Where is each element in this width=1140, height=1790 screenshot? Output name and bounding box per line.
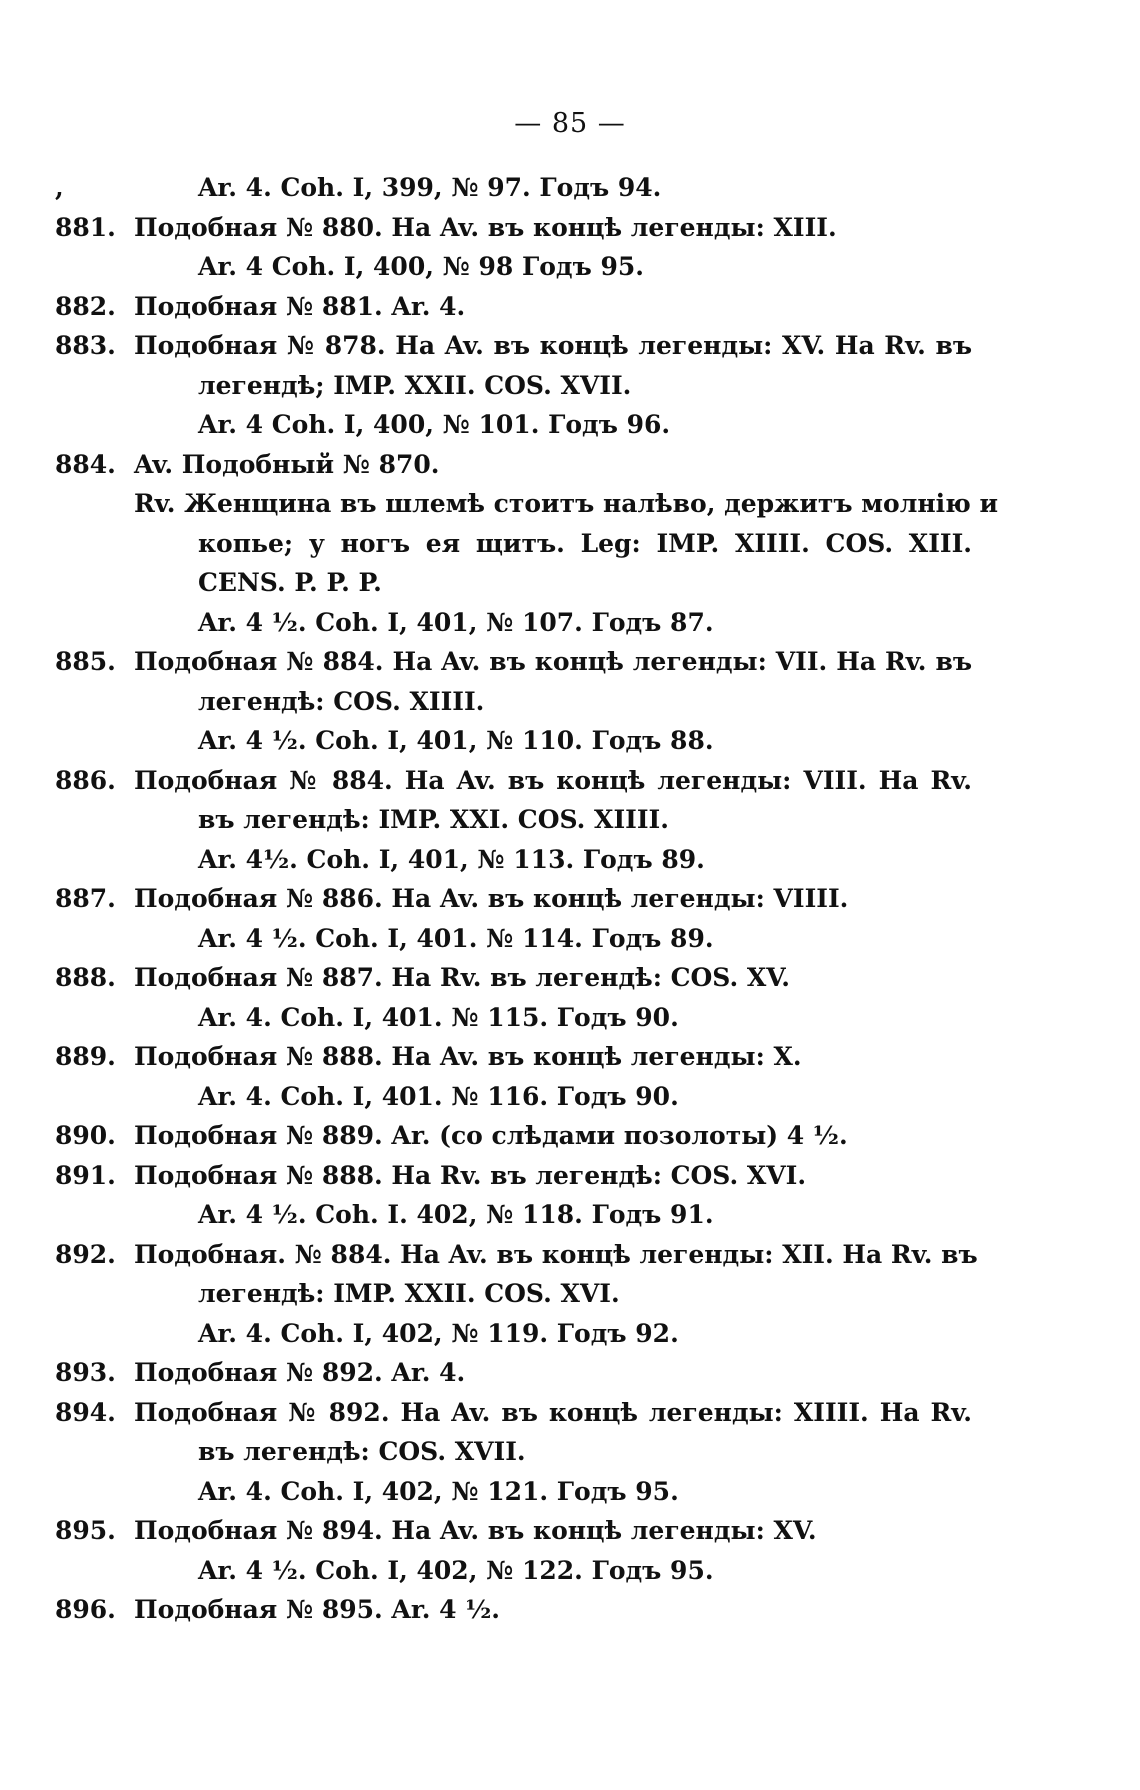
entry-text: Rv. Женщина въ шлемѣ стоитъ налѣво, держитъ молнію и xyxy=(134,489,999,518)
entry-continuation-text: Ar. 4. Coh. I, 402, № 121. Годъ 95. xyxy=(198,1476,679,1506)
catalog-line xyxy=(0,1195,1140,1235)
catalog-line xyxy=(0,800,1140,840)
entry-number: , xyxy=(55,173,64,202)
catalog-line xyxy=(0,1235,1140,1275)
entry-continuation-text: легендѣ; IMP. XXII. COS. XVII. xyxy=(198,370,632,400)
entry-text: Подобная № 884. На Av. въ концѣ легенды: VII. На Rv. въ xyxy=(134,647,972,676)
catalog-line xyxy=(0,1077,1140,1117)
catalog-entries xyxy=(0,168,1140,1630)
catalog-line xyxy=(0,366,1140,406)
entry-continuation-text: легендѣ: IMP. XXII. COS. XVI. xyxy=(198,1279,620,1308)
entry-text: Подобная № 889. Ar. (со слѣдами позолоты) 4 ½. xyxy=(134,1121,848,1150)
entry-number: 888. xyxy=(55,963,116,992)
entry-number: 883. xyxy=(55,331,116,360)
catalog-line xyxy=(0,208,1140,248)
catalog-line xyxy=(0,1432,1140,1472)
entry-continuation-text: Ar. 4 ½. Coh. I, 401, № 107. Годъ 87. xyxy=(198,607,714,637)
catalog-line xyxy=(0,879,1140,919)
entry-number: 886. xyxy=(55,765,116,795)
entry-continuation-text: Ar. 4 Coh. I, 400, № 101. Годъ 96. xyxy=(198,410,671,439)
entry-text: Подобная № 895. Ar. 4 ½. xyxy=(134,1595,500,1624)
catalog-line xyxy=(0,1156,1140,1196)
catalog-line xyxy=(0,721,1140,761)
entry-continuation-text: Ar. 4. Coh. I, 401. № 116. Годъ 90. xyxy=(198,1081,679,1111)
entry-number: 895. xyxy=(55,1516,116,1545)
entry-text: Подобная № 884. На Av. въ концѣ легенды: VIII. На Rv. xyxy=(134,765,972,795)
entry-text: Подобная № 880. На Av. въ концѣ легенды: XIII. xyxy=(134,212,837,242)
entry-text: Подобная № 892. Ar. 4. xyxy=(134,1358,466,1387)
catalog-line xyxy=(0,761,1140,801)
catalog-line xyxy=(0,1511,1140,1551)
catalog-line xyxy=(0,682,1140,722)
catalog-line xyxy=(0,445,1140,485)
entry-number: 893. xyxy=(55,1358,116,1387)
catalog-line xyxy=(0,326,1140,366)
page-number: — 85 — xyxy=(514,108,626,139)
entry-number: 881. xyxy=(55,212,116,242)
entry-continuation-text: Ar. 4 ½. Coh. I. 402, № 118. Годъ 91. xyxy=(198,1200,714,1229)
catalog-line xyxy=(0,603,1140,643)
catalog-line xyxy=(0,563,1140,603)
catalog-line xyxy=(0,247,1140,287)
entry-text: Подобная № 894. На Av. въ концѣ легенды: XV. xyxy=(134,1516,817,1545)
entry-number: 882. xyxy=(55,291,116,321)
entry-continuation-text: копье; у ногъ ея щитъ. Leg: IMP. XIIII. COS. XIII. xyxy=(198,528,972,558)
entry-continuation-text: Ar. 4 ½. Coh. I, 402, № 122. Годъ 95. xyxy=(198,1555,714,1585)
catalog-line xyxy=(0,840,1140,880)
catalog-line xyxy=(0,1353,1140,1393)
entry-text: Подобная № 886. На Av. въ концѣ легенды: VIIII. xyxy=(134,884,849,913)
entry-number: 896. xyxy=(55,1595,116,1624)
entry-text: Av. Подобный № 870. xyxy=(134,449,440,479)
catalog-line xyxy=(0,919,1140,959)
catalog-line xyxy=(0,1590,1140,1630)
catalog-line xyxy=(0,1314,1140,1354)
entry-text: Подобная № 888. На Rv. въ легендѣ: COS. XVI. xyxy=(134,1160,807,1190)
catalog-line xyxy=(0,958,1140,998)
entry-text: Подобная № 878. На Av. въ концѣ легенды: XV. На Rv. въ xyxy=(134,331,972,360)
entry-continuation-text: CENS. P. P. P. xyxy=(198,568,382,597)
entry-number: 891. xyxy=(55,1160,116,1190)
catalog-line xyxy=(0,1037,1140,1077)
entry-text: Подобная № 888. На Av. въ концѣ легенды: X. xyxy=(134,1042,802,1071)
entry-text: Подобная № 881. Ar. 4. xyxy=(134,291,466,321)
entry-continuation-text: Ar. 4½. Coh. I, 401, № 113. Годъ 89. xyxy=(198,844,705,874)
entry-number: 890. xyxy=(55,1121,116,1150)
catalog-line xyxy=(0,287,1140,327)
catalog-line xyxy=(0,1116,1140,1156)
entry-number: 885. xyxy=(55,647,116,676)
catalog-line xyxy=(0,1472,1140,1512)
catalog-line xyxy=(0,484,1140,524)
entry-continuation-text: Ar. 4. Coh. I, 401. № 115. Годъ 90. xyxy=(198,1002,679,1032)
entry-number: 884. xyxy=(55,449,116,479)
entry-continuation-text: въ легендѣ: IMP. XXI. COS. XIIII. xyxy=(198,805,669,834)
catalog-line xyxy=(0,524,1140,564)
entry-number: 889. xyxy=(55,1042,116,1071)
entry-text: Подобная № 892. На Av. въ концѣ легенды: XIIII. На Rv. xyxy=(134,1397,972,1427)
entry-continuation-text: Ar. 4 ½. Coh. I, 401, № 110. Годъ 88. xyxy=(198,726,714,755)
entry-continuation-text: Ar. 4. Coh. I, 402, № 119. Годъ 92. xyxy=(198,1318,679,1348)
entry-text: Подобная № 887. На Rv. въ легендѣ: COS. XV. xyxy=(134,963,791,992)
catalog-line xyxy=(0,642,1140,682)
catalog-line xyxy=(0,998,1140,1038)
entry-continuation-text: Ar. 4 Coh. I, 400, № 98 Годъ 95. xyxy=(198,252,644,281)
entry-number: 887. xyxy=(55,884,116,913)
entry-number: 892. xyxy=(55,1239,116,1269)
entry-number: 894. xyxy=(55,1397,116,1427)
catalog-line xyxy=(0,1274,1140,1314)
entry-continuation-text: легендѣ: COS. XIIII. xyxy=(198,686,485,716)
catalog-line xyxy=(0,168,1140,208)
entry-continuation-text: Ar. 4. Coh. I, 399, № 97. Годъ 94. xyxy=(198,173,662,202)
catalog-line xyxy=(0,405,1140,445)
entry-continuation-text: Ar. 4 ½. Coh. I, 401. № 114. Годъ 89. xyxy=(198,923,714,953)
catalog-line xyxy=(0,1551,1140,1591)
entry-continuation-text: въ легендѣ: COS. XVII. xyxy=(198,1437,526,1466)
entry-text: Подобная. № 884. На Av. въ концѣ легенды: XII. На Rv. въ xyxy=(134,1239,978,1269)
catalog-line xyxy=(0,1393,1140,1433)
